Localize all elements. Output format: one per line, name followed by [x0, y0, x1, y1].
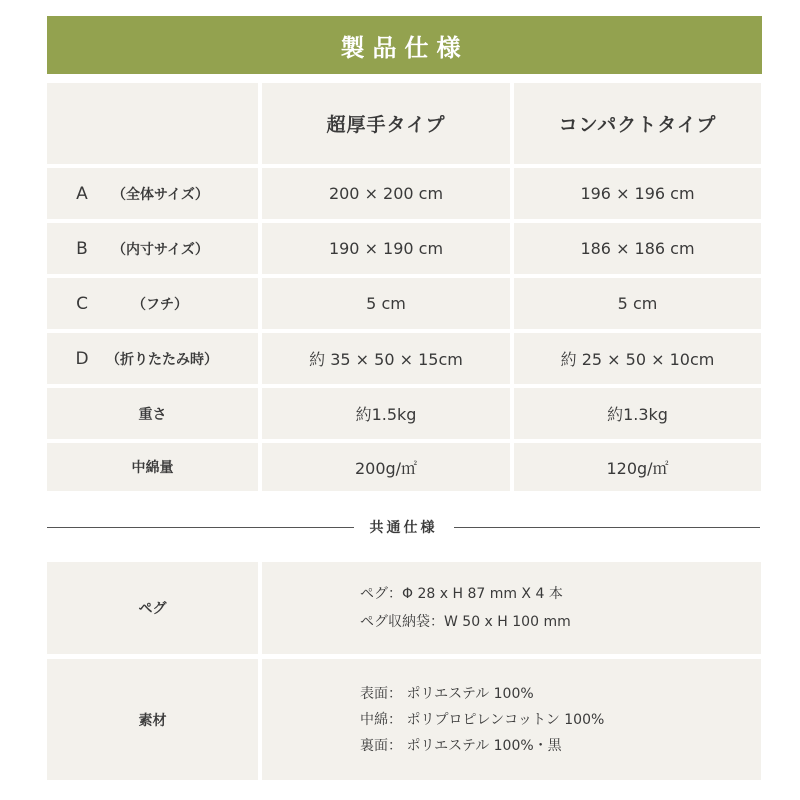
thick-value-a: 200 × 200 cm: [262, 168, 510, 219]
thick-value-b: 190 × 190 cm: [262, 223, 510, 274]
compact-value-filling: 120g/㎡: [514, 443, 761, 491]
material-value-cell: [262, 659, 761, 780]
header-thick-type: 超厚手タイプ: [262, 83, 510, 164]
row-label-a: [47, 168, 258, 219]
row-letter: B: [76, 238, 88, 259]
divider-line-right: [454, 527, 761, 528]
row-letter: A: [76, 183, 88, 204]
material-label-cell: [47, 659, 258, 780]
peg-label-cell: [47, 562, 258, 654]
header-compact-type: コンパクトタイプ: [514, 83, 761, 164]
material-label: 素材: [138, 712, 167, 729]
peg-bag-line: ペグ収納袋：W 50 x H 100 mm: [360, 614, 571, 630]
material-surface-line: 表面： ポリエステル 100%: [360, 685, 534, 702]
thick-value-weight: 約1.5kg: [262, 388, 510, 439]
compact-value-d: 約 25 × 50 × 10cm: [514, 333, 761, 384]
row-label-b: [47, 223, 258, 274]
header-empty-cell: [47, 83, 258, 164]
thick-value-d: 約 35 × 50 × 15cm: [262, 333, 510, 384]
divider-line-left: [47, 527, 354, 528]
row-label-text: （折りたたみ時）: [106, 351, 218, 368]
row-label-filling: [47, 443, 258, 491]
compact-value-c: 5 cm: [514, 278, 761, 329]
peg-value-cell: [262, 562, 761, 654]
peg-line: ペグ：Φ 28 x H 87 mm X 4 本: [360, 586, 563, 602]
row-letter: C: [76, 293, 88, 314]
row-label-text: （全体サイズ）: [112, 186, 209, 203]
material-back-line: 裏面： ポリエステル 100%・黒: [360, 737, 562, 754]
spec-title: 製品仕様: [47, 16, 762, 74]
row-label-text: 中綿量: [131, 460, 174, 476]
material-filling-line: 中綿： ポリプロピレンコットン 100%: [360, 711, 605, 728]
compact-value-weight: 約1.3kg: [514, 388, 761, 439]
row-label-weight: [47, 388, 258, 439]
row-label-text: 重さ: [138, 406, 167, 423]
compact-value-a: 196 × 196 cm: [514, 168, 761, 219]
common-spec-title: 共通仕様: [369, 520, 438, 536]
row-label-d: [47, 333, 258, 384]
thick-value-filling: 200g/㎡: [262, 443, 510, 491]
peg-label: ペグ: [138, 601, 167, 617]
row-label-text: （内寸サイズ）: [112, 241, 209, 258]
compact-value-b: 186 × 186 cm: [514, 223, 761, 274]
common-spec-divider: [47, 515, 760, 539]
thick-value-c: 5 cm: [262, 278, 510, 329]
row-label-c: [47, 278, 258, 329]
row-label-text: （フチ）: [132, 296, 188, 313]
row-letter: D: [75, 348, 89, 369]
